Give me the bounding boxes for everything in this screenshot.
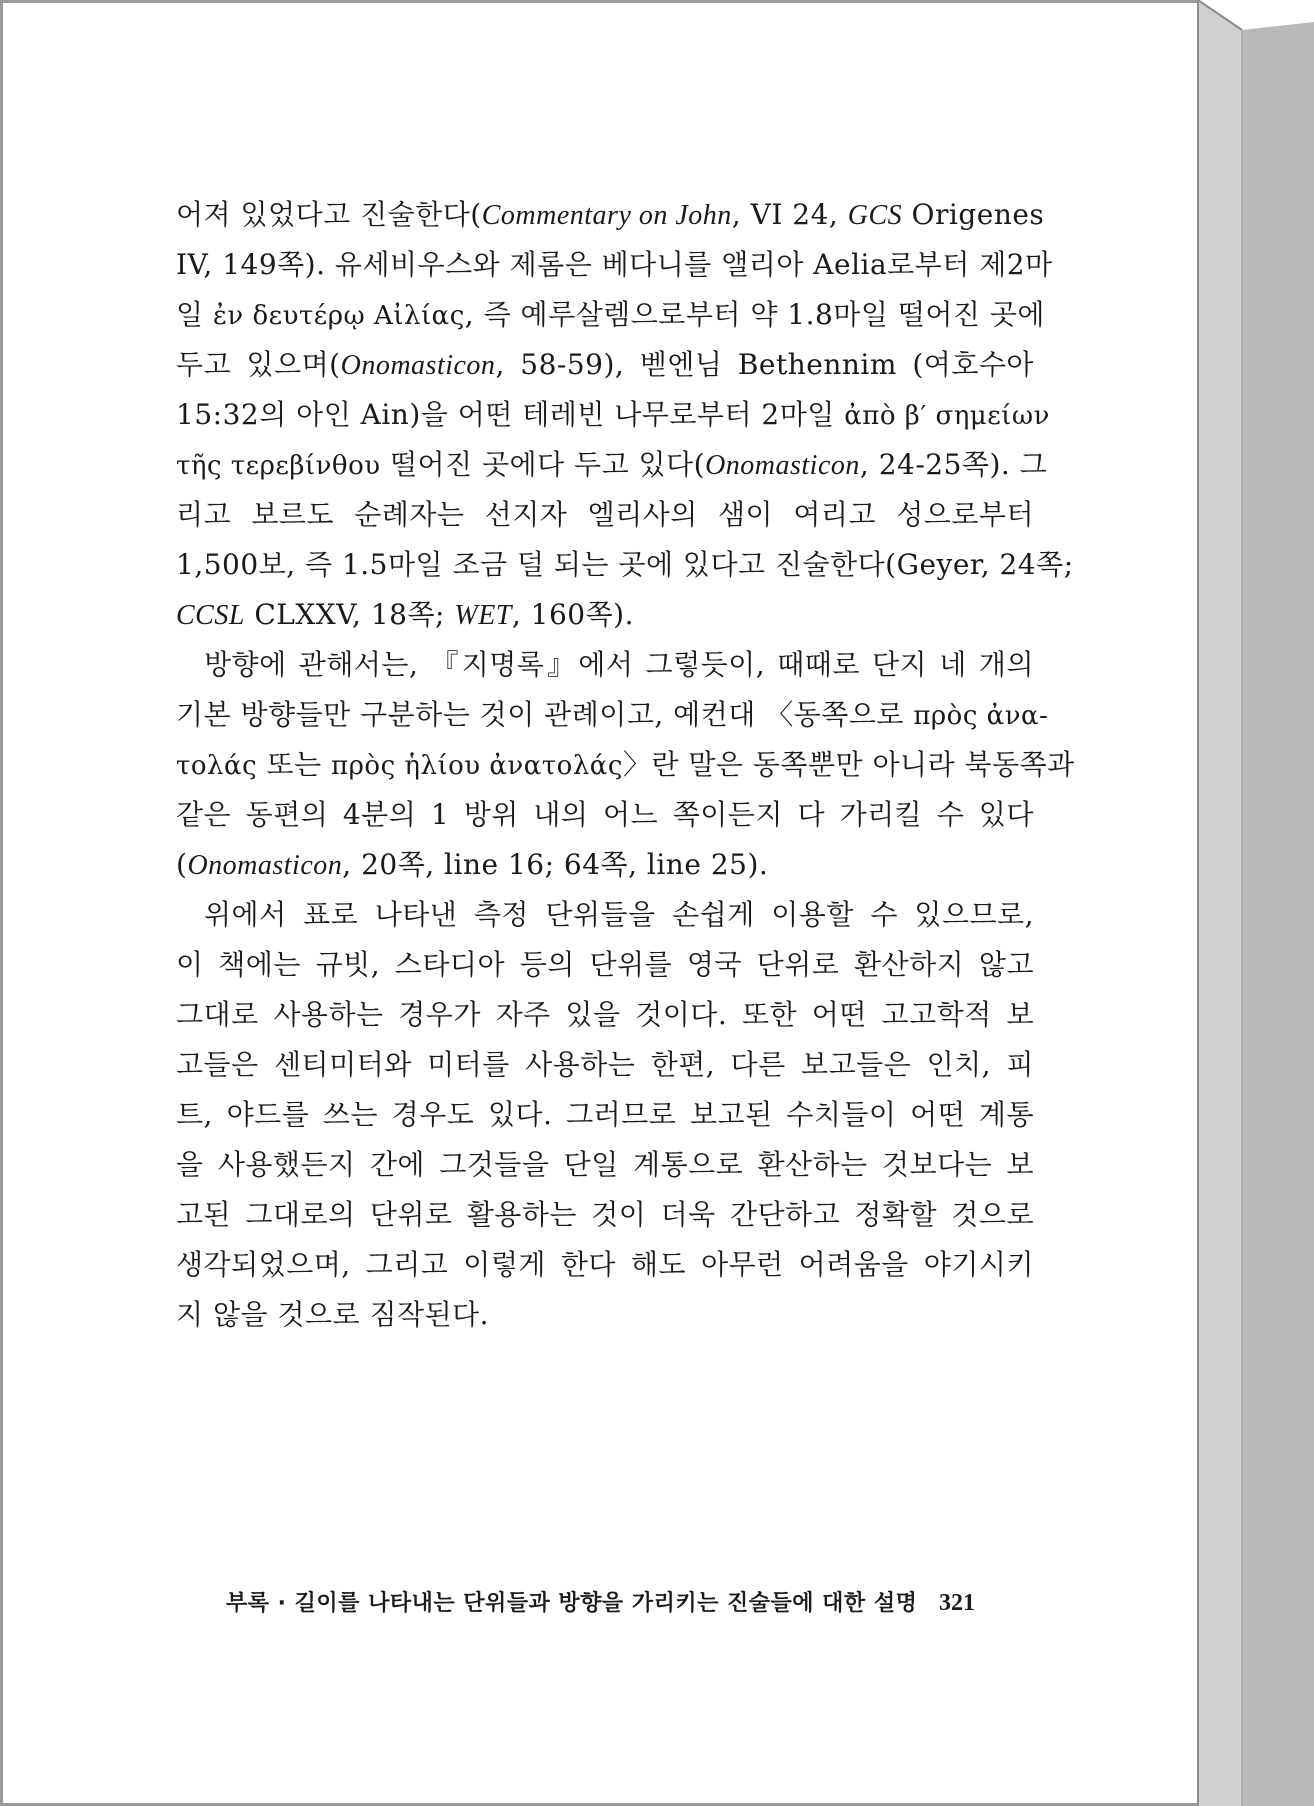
page-edge-top [0, 0, 1198, 3]
text-segment: 일 [176, 298, 213, 331]
italic-title: Commentary on John [481, 200, 732, 231]
text-segment: , 24-25쪽). 그 [859, 448, 1048, 481]
text-segment: 또는 [257, 748, 332, 781]
text-line [176, 590, 1034, 640]
text-segment: 생각되었으며, 그리고 이렇게 한다 해도 아무런 어려움을 야기시키 [176, 1248, 1034, 1281]
text-line [176, 790, 1034, 840]
body-text [176, 190, 1075, 1340]
text-line [176, 490, 1034, 540]
text-segment: 방향에 관해서는, 『지명록』에서 그렇듯이, 때때로 단지 네 개의 [204, 648, 1034, 681]
text-line [176, 1140, 1034, 1190]
text-segment: 그대로 사용하는 경우가 자주 있을 것이다. 또한 어떤 고고학적 보 [176, 998, 1034, 1031]
text-line [176, 890, 1034, 940]
text-segment: , 20쪽, line 16; 64쪽, line 25). [342, 848, 769, 881]
text-line [176, 690, 1049, 740]
text-segment: 을 사용했든지 간에 그것들을 단일 계통으로 환산하는 것보다는 보 [176, 1148, 1034, 1181]
italic-title: Onomasticon [187, 850, 343, 881]
text-line [176, 740, 1075, 790]
text-line [176, 340, 1034, 390]
text-line [176, 240, 1053, 290]
text-segment: 이 책에는 규빗, 스타디아 등의 단위를 영국 단위로 환산하지 않고 [176, 948, 1034, 981]
text-line [176, 1040, 1034, 1090]
page-number: 321 [939, 1590, 976, 1616]
text-segment: 리고 보르도 순례자는 선지자 엘리사의 샘이 여리고 성으로부터 [176, 498, 1034, 531]
text-line [176, 1190, 1034, 1240]
text-line [176, 1090, 1034, 1140]
text-line [176, 440, 1048, 490]
text-segment: 기본 방향들만 구분하는 것이 관례이고, 예컨대 〈동쪽으로 [176, 698, 914, 731]
text-segment: , 160쪽). [511, 598, 634, 631]
greek-phrase: τῆς τερεβίνθου [176, 451, 381, 481]
page-spine-side [1242, 22, 1314, 1806]
text-segment: 위에서 표로 나타낸 측정 단위들을 손쉽게 이용할 수 있으므로, [204, 898, 1034, 931]
greek-phrase: τολάς [176, 751, 258, 781]
italic-title: Onomasticon [340, 350, 496, 381]
text-segment: 〉란 말은 동쪽뿐만 아니라 북동쪽과 [622, 748, 1075, 781]
text-segment: 1,500보, 즉 1.5마일 조금 덜 되는 곳에 있다고 진술한다(Geyer, 24쪽; [176, 548, 1074, 581]
text-segment: , 즉 예루살렘으로부터 약 1.8마일 떨어진 곳에 [464, 298, 1045, 331]
text-segment: , 58-59), 벧엔님 Bethennim (여호수아 [495, 348, 1034, 381]
page-footer [226, 1583, 1016, 1623]
text-line [176, 1290, 1034, 1340]
text-line [176, 540, 1074, 590]
text-segment: 고된 그대로의 단위로 활용하는 것이 더욱 간단하고 정확할 것으로 [176, 1198, 1034, 1231]
italic-title: WET [454, 600, 512, 631]
text-line [176, 290, 1045, 340]
text-segment: 어져 있었다고 진술한다( [176, 198, 482, 231]
text-line [176, 990, 1034, 1040]
text-line [176, 840, 1034, 890]
text-segment: ( [176, 848, 188, 881]
text-segment: , VI 24, [731, 198, 848, 231]
text-segment: 같은 동편의 4분의 1 방위 내의 어느 쪽이든지 다 가리킬 수 있다 [176, 798, 1034, 831]
page-spine-face [1198, 0, 1242, 1806]
text-segment: 지 않을 것으로 짐작된다. [176, 1298, 490, 1331]
greek-phrase: ἐν δευτέρῳ Αἰλίας [212, 301, 465, 331]
text-segment: IV, 149쪽). 유세비우스와 제롬은 베다니를 앨리아 Aelia로부터 제2마 [176, 248, 1053, 281]
greek-phrase: ἀπὸ β′ σημείων [844, 401, 1050, 431]
page-corner-fold [1198, 0, 1242, 30]
text-line [176, 1240, 1034, 1290]
running-head: 부록 · 길이를 나타내는 단위들과 방향을 가리키는 진술들에 대한 설명 [226, 1591, 918, 1616]
text-segment: Origenes [902, 198, 1045, 231]
page-edge-left [0, 0, 3, 1806]
text-segment: 트, 야드를 쓰는 경우도 있다. 그러므로 보고된 수치들이 어떤 계통 [176, 1098, 1034, 1131]
text-segment: 15:32의 아인 Ain)을 어떤 테레빈 나무로부터 2마일 [176, 398, 845, 431]
text-line [176, 390, 1050, 440]
text-line [176, 940, 1034, 990]
text-segment: 떨어진 곳에다 두고 있다( [380, 448, 706, 481]
text-segment: CLXXV, 18쪽; [244, 598, 455, 631]
italic-title: GCS [847, 200, 903, 231]
greek-phrase: πρὸς ἡλίου ἀνατολάς [331, 751, 623, 781]
page-spine-top [1198, 0, 1242, 30]
italic-title: Onomasticon [705, 450, 860, 481]
text-segment: 두고 있으며( [176, 348, 341, 381]
text-segment: 고들은 센티미터와 미터를 사용하는 한편, 다른 보고들은 인치, 피 [176, 1048, 1034, 1081]
italic-title: CCSL [176, 600, 245, 631]
text-line [176, 190, 1045, 240]
greek-phrase: πρὸς ἀνα- [913, 701, 1049, 731]
text-line [176, 640, 1034, 690]
